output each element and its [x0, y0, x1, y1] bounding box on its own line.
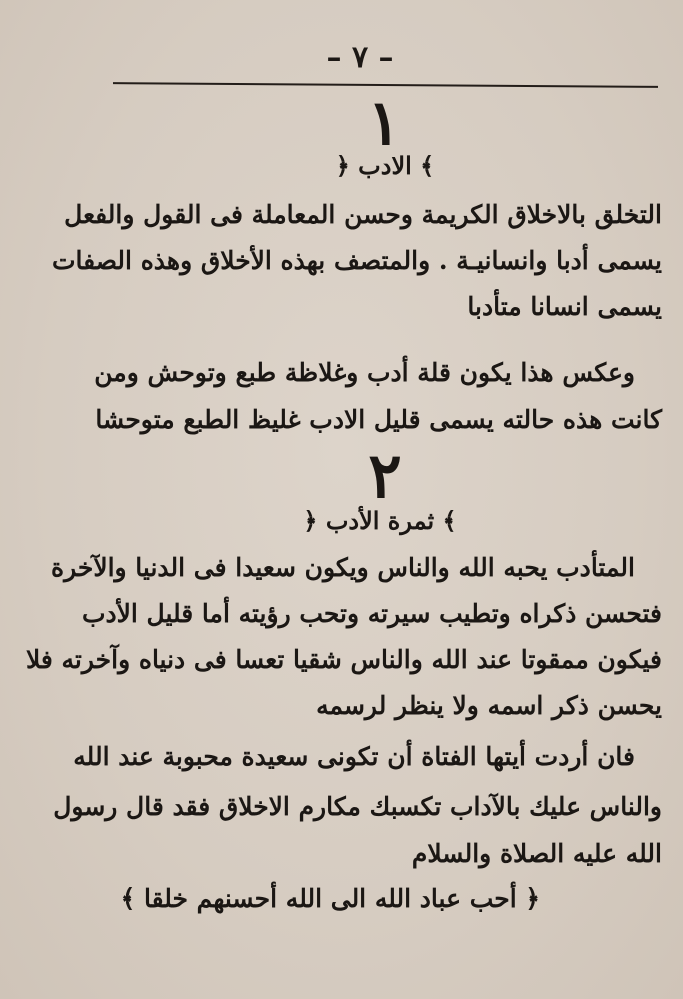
paragraph-line: والناس عليك بالآداب تكسبك مكارم الاخلاق فقد قال رسول: [53, 792, 662, 821]
quote-line: ﴿ أحب عباد الله الى الله أحسنهم خلقا ﴾: [120, 884, 540, 913]
paragraph-line: فتحسن ذكراه وتطيب سيرته وتحب رؤيته أما قليل الأدب: [81, 599, 662, 628]
paragraph-line: المتأدب يحبه الله والناس ويكون سعيدا فى الدنيا والآخرة: [50, 553, 635, 582]
section-title: ﴿ ثمرة الأدب ﴾: [303, 506, 457, 535]
paragraph-line: يحسن ذكر اسمه ولا ينظر لرسمه: [316, 691, 662, 720]
section-number: ١: [367, 86, 401, 159]
paragraph-line: فيكون ممقوتا عند الله والناس شقيا تعسا فى دنياه وآخرته فلا: [25, 645, 662, 674]
paragraph-line: وعكس هذا يكون قلة أدب وغلاظة طبع وتوحش ومن: [94, 358, 635, 387]
paragraph-line: التخلق بالاخلاق الكريمة وحسن المعاملة فى القول والفعل: [64, 200, 662, 229]
section-title: ﴿ الادب ﴾: [335, 151, 435, 180]
paragraph-line: يسمى انسانا متأدبا: [467, 292, 662, 321]
paragraph-line: كانت هذه حالته يسمى قليل الادب غليظ الطبع متوحشا: [95, 405, 662, 434]
section-number: ٢: [368, 439, 402, 512]
paragraph-line: الله عليه الصلاة والسلام: [411, 839, 662, 868]
paragraph-line: يسمى أدبا وانسانيـة . والمتصف بهذه الأخلاق وهذه الصفات: [51, 246, 662, 275]
page-number: – ٧ –: [326, 40, 394, 75]
paragraph-line: فان أردت أيتها الفتاة أن تكونى سعيدة محبوبة عند الله: [73, 742, 635, 771]
